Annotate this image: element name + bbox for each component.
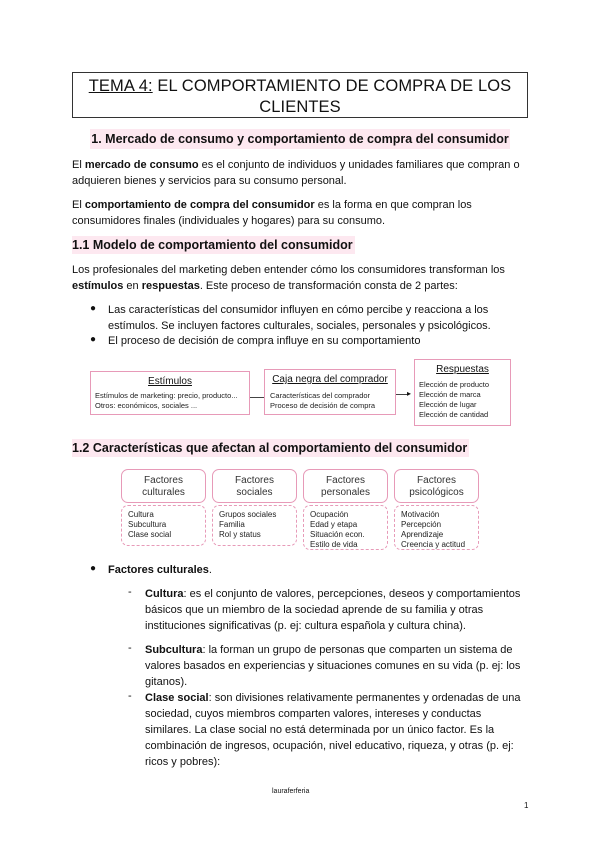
factor-head-personales: [303, 469, 388, 503]
text: combinación de ingresos, ocupación, nivel educativo, riqueza, y otras (p. ej:: [145, 740, 514, 752]
factor-item: Clase social: [128, 530, 172, 539]
estimulos-title: Estímulos: [148, 376, 192, 387]
dash-marker: -: [128, 642, 132, 654]
bold-term: Cultura: [145, 588, 184, 600]
text: Factores: [144, 475, 183, 486]
factor-item: Edad y etapa: [310, 520, 358, 529]
bold-term: comportamiento de compra del consumidor: [84, 199, 315, 211]
footer-author: lauraferferia: [272, 788, 310, 795]
text: valores basados en experiencias y situaciones comunes en su vida (p. ej: los: [145, 660, 521, 672]
factor-body-psicologicos: [394, 505, 479, 550]
estimulos-line: Estímulos de marketing: precio, producto...: [95, 391, 238, 400]
factor-item: Percepción: [401, 520, 442, 529]
bold-term: Factores culturales: [108, 564, 209, 576]
factor-item: Aprendizaje: [401, 530, 444, 539]
text: : es el conjunto de valores, percepciones, deseos y comportamientos: [183, 588, 521, 600]
dash-marker: -: [128, 690, 132, 702]
bullet-dot: ●: [90, 303, 97, 314]
factor-item: Subcultura: [128, 520, 167, 529]
text: El: [72, 199, 85, 211]
factor-item: Motivación: [401, 510, 440, 519]
bullet-item: [108, 302, 528, 334]
text: . Este proceso de transformación consta de 2 partes:: [199, 280, 458, 292]
text: psicológicos: [409, 487, 464, 498]
text: consumidores finales (individuales y hogares) para su consumo.: [72, 215, 386, 227]
subitem-subcultura: [145, 642, 540, 690]
text: Factores: [417, 475, 456, 486]
page-number: 1: [524, 801, 529, 810]
factor-item: Grupos sociales: [219, 510, 277, 519]
page-title: [72, 72, 528, 118]
text: : son divisiones relativamente permanentes y ordenadas de una: [208, 692, 521, 704]
section-1-2-heading: 1.2 Características que afectan al comportamiento del consumidor: [72, 441, 468, 455]
text: gitanos).: [145, 676, 188, 688]
text: El proceso de decisión de compra influye en su comportamiento: [108, 335, 421, 347]
text: sociedad, cuyos miembros comparten valores, intereses y conductas: [145, 708, 482, 720]
bold-term: respuestas: [141, 280, 200, 292]
paragraph-mercado: [72, 157, 532, 189]
text: culturales: [142, 487, 185, 498]
factor-body-culturales: [121, 505, 206, 546]
bold-term: Clase social: [145, 692, 209, 704]
subitem-clase-social: [145, 690, 540, 770]
text: instituciones significativas (p. ej: cultura española y cultura china).: [145, 620, 466, 632]
text: .: [208, 564, 212, 576]
paragraph-comportamiento: [72, 197, 532, 229]
text: estímulos. Se incluyen factores culturales, sociales, personales y psicológicos.: [108, 320, 491, 332]
factor-head-sociales: [212, 469, 297, 503]
text: : la forman un grupo de personas que comparten un sistema de: [202, 644, 513, 656]
factor-item: Situación econ.: [310, 530, 365, 539]
text: personales: [321, 487, 370, 498]
bullet-item: [108, 333, 528, 349]
text: Factores: [326, 475, 365, 486]
text: básicos que un miembro de la sociedad aprende de su familia y otras: [145, 604, 484, 616]
estimulos-line: Otros: económicos, sociales ...: [95, 401, 198, 410]
text: en: [123, 280, 142, 292]
arrow-right-icon: ▸: [407, 389, 412, 398]
text: similares. La clase social no está determinada por un único factor. Es la: [145, 724, 495, 736]
text: sociales: [236, 487, 273, 498]
respuestas-line: Elección de lugar: [419, 400, 477, 409]
factor-body-personales: [303, 505, 388, 550]
text: Las características del consumidor influyen en cómo percibe y reacciona a los: [108, 304, 489, 316]
title-line1: EL COMPORTAMIENTO DE COMPRA DE LOS: [152, 77, 512, 95]
factor-item: Ocupación: [310, 510, 349, 519]
bullet-cultural: [108, 562, 212, 578]
caja-negra-line: Características del comprador: [270, 391, 371, 400]
factor-item: Cultura: [128, 510, 154, 519]
bullet-dot: ●: [90, 334, 97, 345]
text: Factores: [235, 475, 274, 486]
text: ricos y pobres):: [145, 756, 221, 768]
respuestas-line: Elección de marca: [419, 390, 481, 399]
factor-item: Rol y status: [219, 530, 261, 539]
paragraph-profesionales: [72, 262, 532, 294]
estimulos-box: [90, 371, 250, 415]
factor-head-culturales: [121, 469, 206, 503]
text: es la forma en que compran los: [314, 199, 472, 211]
bold-term: mercado de consumo: [84, 159, 199, 171]
bold-term: estímulos: [72, 280, 124, 292]
bullet-dot: ●: [90, 563, 97, 574]
connector-line: [250, 397, 264, 398]
respuestas-title: Respuestas: [436, 364, 489, 375]
title-prefix: TEMA 4:: [88, 77, 153, 95]
respuestas-line: Elección de producto: [419, 380, 490, 389]
caja-negra-title: Caja negra del comprador: [272, 374, 388, 385]
bold-term: Subcultura: [145, 644, 203, 656]
text: es el conjunto de individuos y unidades familiares que compran o: [198, 159, 520, 171]
respuestas-box: [414, 359, 511, 426]
text: El: [72, 159, 85, 171]
text: adquieren bienes y servicios para su consumo personal.: [72, 175, 347, 187]
factor-item: Estilo de vida: [310, 540, 358, 549]
caja-negra-box: [264, 369, 396, 415]
factor-item: Familia: [219, 520, 245, 529]
section-1-heading: 1. Mercado de consumo y comportamiento de compra del consumidor: [90, 129, 510, 149]
factor-head-psicologicos: [394, 469, 479, 503]
factor-body-sociales: [212, 505, 297, 546]
title-line2: CLIENTES: [259, 98, 341, 116]
subitem-cultura: [145, 586, 540, 634]
dash-marker: -: [128, 586, 132, 598]
text: Los profesionales del marketing deben entender cómo los consumidores transforman los: [72, 264, 505, 276]
caja-negra-line: Proceso de decisión de compra: [270, 401, 376, 410]
respuestas-line: Elección de cantidad: [419, 410, 489, 419]
section-1-1-heading: 1.1 Modelo de comportamiento del consumidor: [72, 238, 353, 252]
factor-item: Creencia y actitud: [401, 540, 466, 549]
